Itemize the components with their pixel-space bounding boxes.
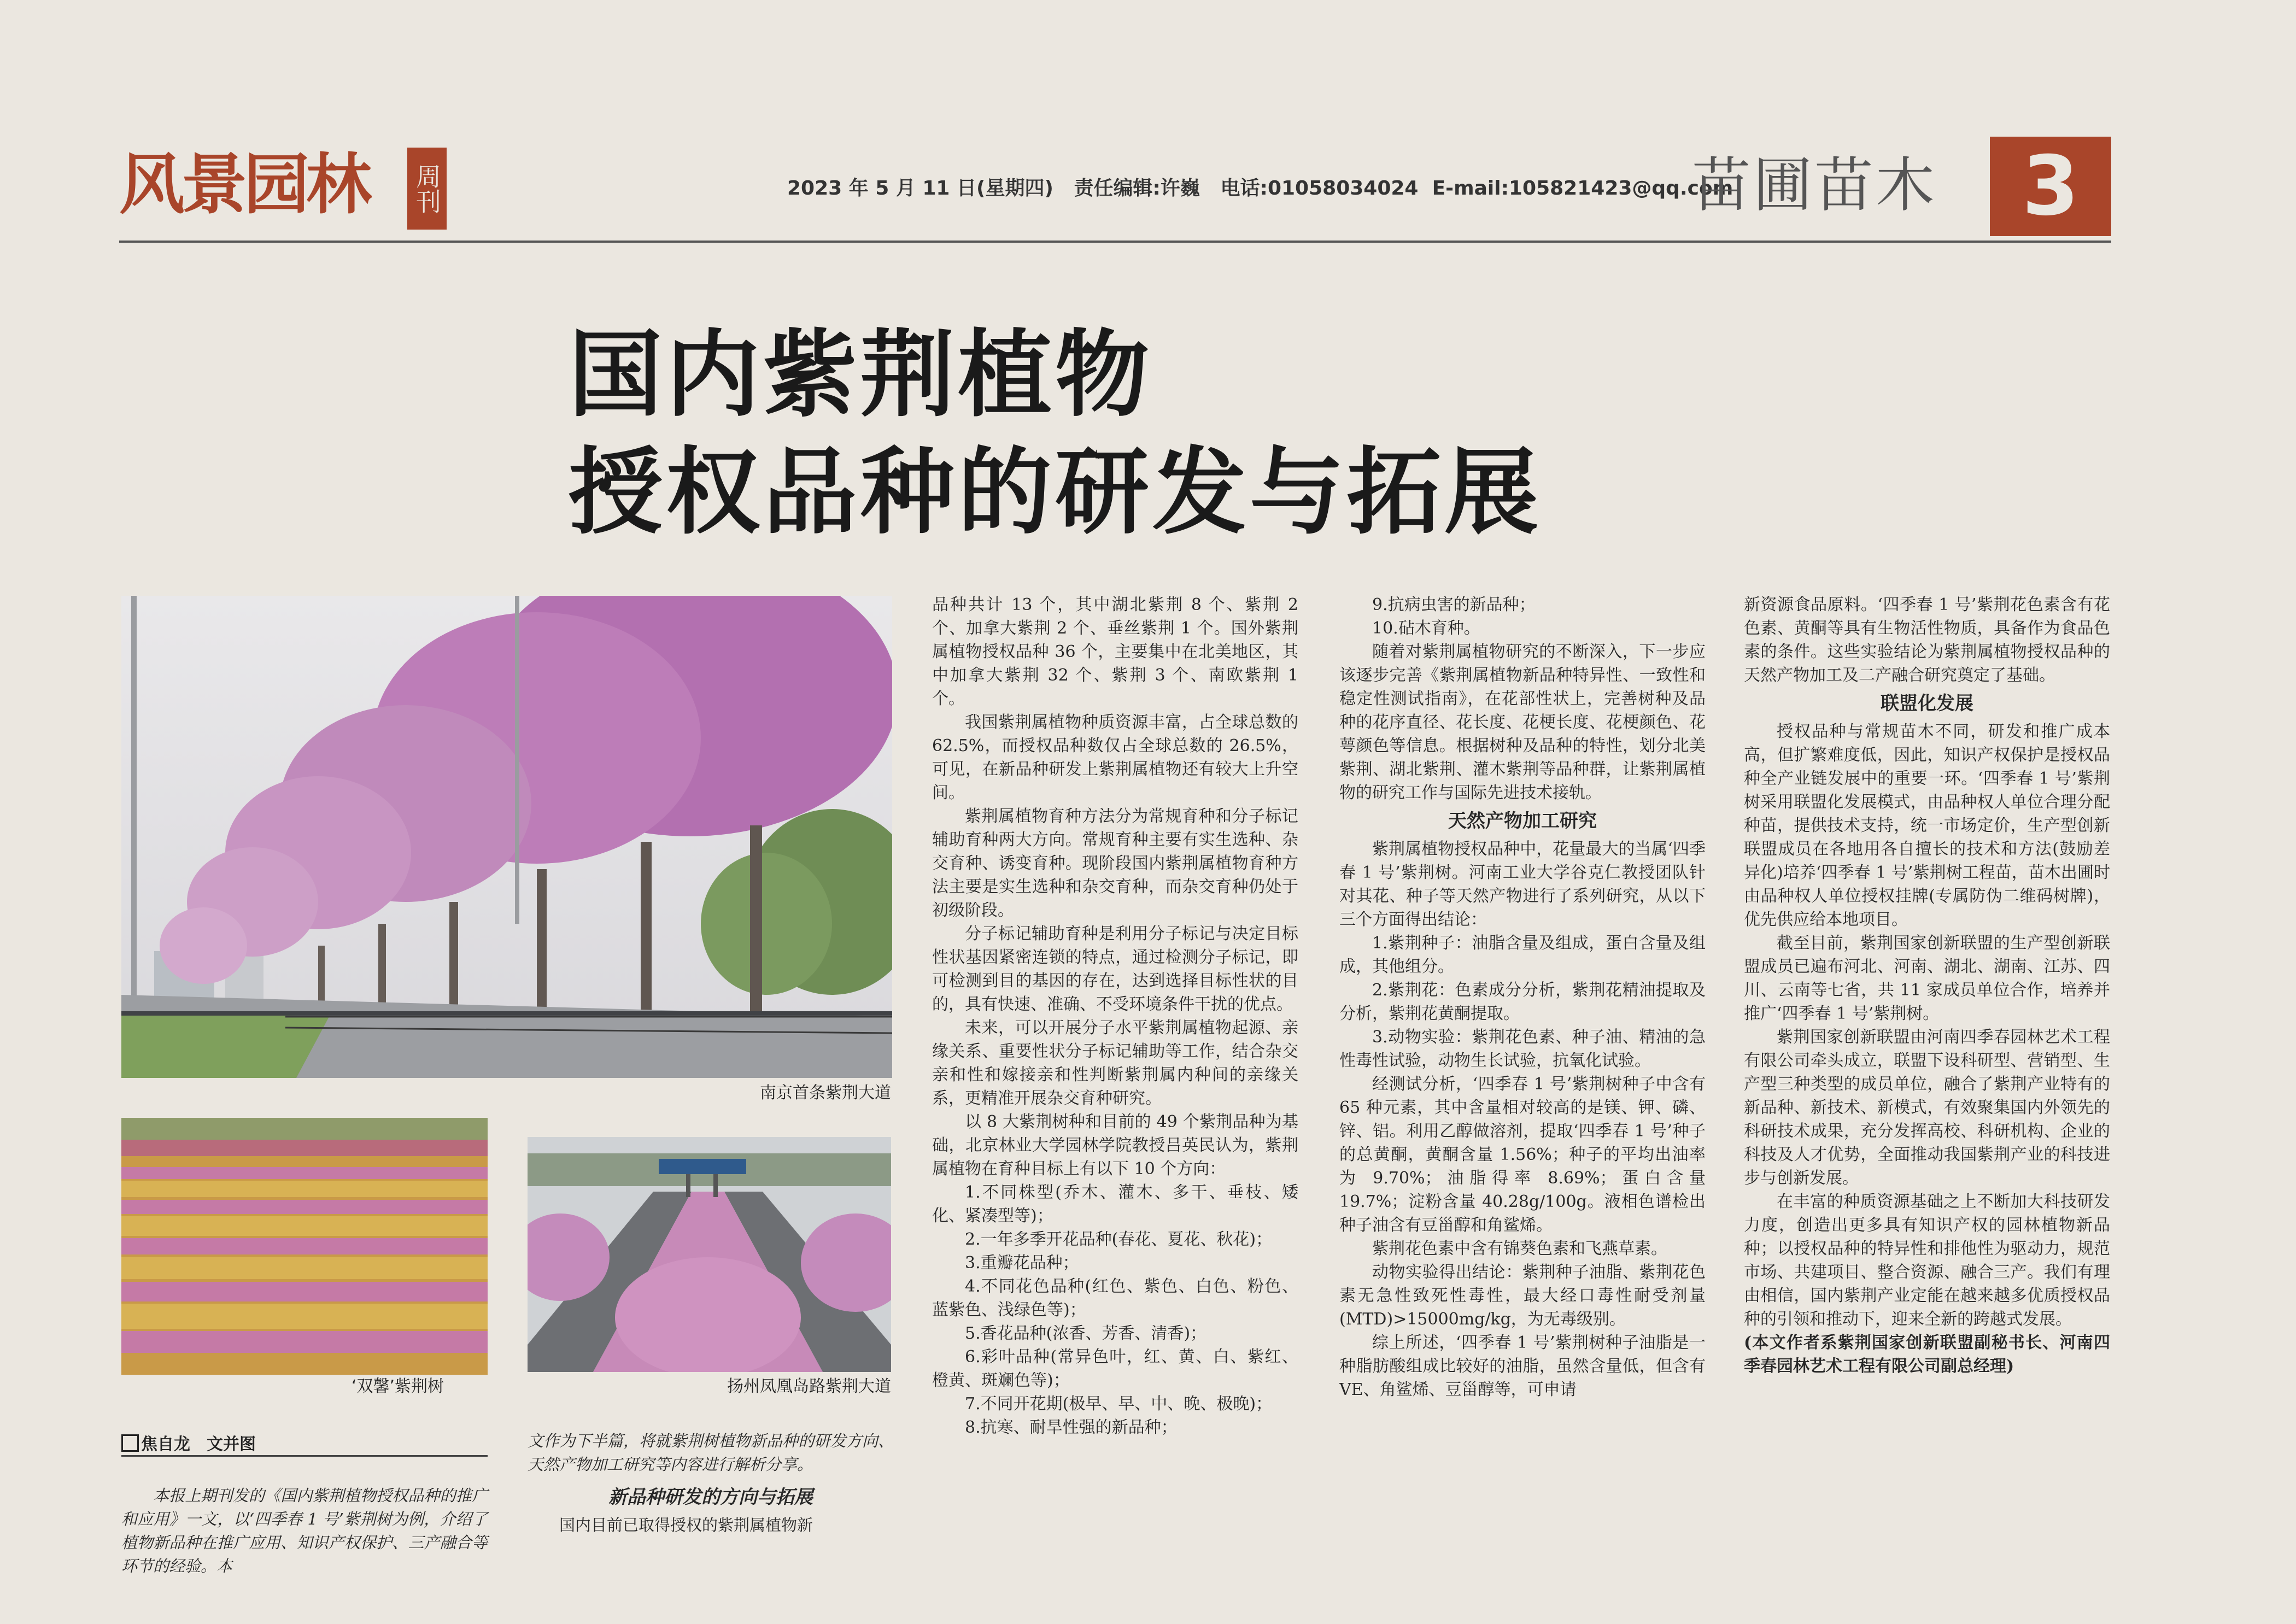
photo-shuangxin-field [121, 1118, 488, 1375]
section-name: 苗圃苗木 [1692, 151, 1937, 220]
issue-date: 2023 年 5 月 11 日(星期四) [787, 177, 1053, 200]
col3-list-item: 6.彩叶品种(常异色叶，红、黄、白、紫红、橙黄、斑斓色等)； [932, 1347, 1298, 1390]
intro-paragraph-2: 文作为下半篇，将就紫荆树植物新品种的研发方向、天然产物加工研究等内容进行解析分享。 [528, 1432, 894, 1474]
col5-paragraph: 新资源食品原料。‘四季春 1 号’紫荆花色素含有花色素、黄酮等具有生物活性物质，具备作为食品色素的条件。这些实验结论为紫荆属植物授权品种的天然产物加工及二产融合研究奠定了基础。 [1744, 595, 2110, 685]
col3-list-item: 3.重瓣花品种； [965, 1253, 1079, 1273]
col3-paragraph: 紫荆属植物育种方法分为常规育种和分子标记辅助育种两大方向。常规育种主要有实生选种、杂交育种、诱变育种。现阶段国内紫荆属植物育种方法主要是实生选种和杂交育种，而杂交育种仍处于初级阶段。 [932, 807, 1298, 920]
intro-column-1 [121, 1484, 488, 1578]
col3-paragraph: 我国紫荆属植物种质资源丰富，占全球总数的 62.5%，而授权品种数仅占全球总数的 26.5%，可见，在新品种研发上紫荆属植物还有较大上升空间。 [932, 713, 1298, 802]
photo-yangzhou-road [528, 1137, 891, 1372]
col4-paragraph: 动物实验得出结论：紫荆种子油脂、紫荆花色素无急性致死性毒性，最大经口毒性耐受剂量(MTD)>15000mg/kg，为无毒级别。 [1339, 1263, 1706, 1329]
col4-paragraph: 综上所述，‘四季春 1 号’紫荆树种子油脂是一种脂肪酸组成比较好的油脂，虽然含量低，但含有 VE、角鲨烯、豆甾醇等，可申请 [1339, 1333, 1706, 1399]
issue-phone: 电话:01058034024 [1220, 177, 1419, 200]
page-number: 3 [1990, 137, 2111, 236]
col4-paragraph: 经测试分析，‘四季春 1 号’紫荆树种子中含有 65 种元素，其中含量相对较高的是镁、钾、磷、锌、铝。利用乙醇做溶剂，提取‘四季春 1 号’种子的总黄酮，黄酮含量 1.56%；种子的平均出油率为 9.70%；油脂得率 8.69%；蛋白含量 19.7%；淀粉含量 40.28g/100g。液相色谱检出种子油含有豆甾醇和角鲨烯。 [1339, 1075, 1706, 1235]
section-heading-alliance: 联盟化发展 [1881, 693, 1973, 714]
logo-weekly-tag: 周刊 [407, 148, 447, 230]
col2-last-paragraph: 国内目前已取得授权的紫荆属植物新 [559, 1516, 813, 1534]
article-column-4 [1339, 593, 1706, 1402]
col3-list-item: 7.不同开花期(极早、早、中、晚、极晚)； [965, 1394, 1273, 1414]
col4-paragraph: 紫荆属植物授权品种中，花量最大的当属‘四季春 1 号’紫荆树。河南工业大学谷克仁教授团队针对其花、种子等天然产物进行了系列研究，从以下三个方面得出结论： [1339, 840, 1706, 929]
caption-field-photo: ‘双馨’紫荆树 [351, 1377, 444, 1396]
col3-list-item: 8.抗寒、耐旱性强的新品种； [965, 1418, 1178, 1437]
intro-column-2 [528, 1429, 894, 1537]
caption-main-photo: 南京首条紫荆大道 [760, 1083, 891, 1103]
author-note: (本文作者系紫荆国家创新联盟副秘书长、河南四季春园林艺术工程有限公司副总经理) [1744, 1333, 2110, 1376]
col4-list-item: 9.抗病虫害的新品种； [1372, 595, 1536, 614]
col4-paragraph: 3.动物实验：紫荆花色素、种子油、精油的急性毒性试验，动物生长试验，抗氧化试验。 [1339, 1028, 1706, 1070]
section-heading-research: 新品种研发的方向与拓展 [608, 1486, 813, 1508]
col3-list-item: 1.不同株型(乔木、灌木、多干、垂枝、矮化、紧凑型等)； [932, 1183, 1298, 1226]
col5-paragraph: 在丰富的种质资源基础之上不断加大科技研发力度，创造出更多具有知识产权的园林植物新品种；以授权品种的特异性和排他性为驱动力，规范市场、共建项目、整合资源、融合三产。我们有理由相信，国内紫荆产业定能在越来越多优质授权品种的引领和推动下，迎来全新的跨越式发展。 [1744, 1192, 2110, 1329]
col3-paragraph: 未来，可以开展分子水平紫荆属植物起源、亲缘关系、重要性状分子标记辅助等工作，结合杂交亲和性和嫁接亲和性判断紫荆属内种间的亲缘关系，更精准开展杂交育种研究。 [932, 1018, 1298, 1108]
col5-paragraph: 授权品种与常规苗木不同，研发和推广成本高，但扩繁难度低，因此，知识产权保护是授权品种全产业链发展中的重要一环。‘四季春 1 号’紫荆树采用联盟化发展模式，由品种权人单位合理分配种苗，提供技术支持，统一市场定价，生产型创新联盟成员在各地用各自擅长的技术和方法(鼓励差异化)培养‘四季春 1 号’紫荆树工程苗，苗木出圃时由品种权人单位授权挂牌(专属防伪二维码树牌)，优先供应给本地项目。 [1744, 722, 2110, 929]
col5-paragraph: 紫荆国家创新联盟由河南四季春园林艺术工程有限公司牵头成立，联盟下设科研型、营销型、生产型三种类型的成员单位，融合了紫荆产业特有的新品种、新技术、新模式，有效聚集国内外领先的科研技术成果，充分发挥高校、科研机构、企业的科技及人才优势，全面推动我国紫荆产业的科技进步与创新发展。 [1744, 1028, 2110, 1188]
col3-paragraph: 以 8 大紫荆树种和目前的 49 个紫荆品种为基础，北京林业大学园林学院教授吕英民认为，紫荆属植物在育种目标上有以下 10 个方向： [932, 1112, 1298, 1179]
issue-info [787, 172, 1733, 205]
col3-list-item: 4.不同花色品种(红色、紫色、白色、粉色、蓝紫色、浅绿色等)； [932, 1277, 1298, 1320]
intro-paragraph-1: 本报上期刊发的《国内紫荆植物授权品种的推广和应用》一文，以‘四季春 1 号’紫荆树为例，介绍了植物新品种在推广应用、知识产权保护、三产融合等环节的经验。本 [121, 1486, 488, 1575]
col3-paragraph: 分子标记辅助育种是利用分子标记与决定目标性状基因紧密连锁的特点，通过检测分子标记，即可检测到目的基因的存在，达到选择目标性状的目的，具有快速、准确、不受环境条件干扰的优点。 [932, 924, 1298, 1014]
byline: 焦自龙 文并图 [121, 1432, 340, 1457]
col4-paragraph: 1.紫荆种子：油脂含量及组成，蛋白含量及组成，其他组分。 [1339, 934, 1706, 976]
col4-list-item: 10.砧木育种。 [1372, 619, 1480, 638]
col4-paragraph: 随着对紫荆属植物研究的不断深入，下一步应该逐步完善《紫荆属植物新品种特异性、一致性和稳定性测试指南》，在花部性状上，完善树种及品种的花序直径、花长度、花梗长度、花梗颜色、花萼颜色等信息。根据树种及品种的特性，划分北美紫荆、湖北紫荆、灌木紫荆等品种群，让紫荆属植物的研究工作与国际先进技术接轨。 [1339, 642, 1706, 802]
col4-paragraph: 紫荆花色素中含有锦葵色素和飞燕草素。 [1372, 1239, 1667, 1258]
header-rule [119, 241, 2111, 243]
col5-paragraph: 截至目前，紫荆国家创新联盟的生产型创新联盟成员已遍布河北、河南、湖北、湖南、江苏、四川、云南等七省，共 11 家成员单位合作，培养并推广‘四季春 1 号’紫荆树。 [1744, 934, 2110, 1023]
issue-email: E-mail:105821423@qq.com [1432, 177, 1733, 200]
col3-paragraph: 品种共计 13 个，其中湖北紫荆 8 个、紫荆 2 个、加拿大紫荆 2 个、垂丝紫荆 1 个。国外紫荆属植物授权品种 36 个，主要集中在北美地区，其中加拿大紫荆 32 个、紫荆 3 个、南欧紫荆 1 个。 [932, 595, 1298, 708]
byline-box-icon [121, 1434, 139, 1452]
col4-paragraph: 2.紫荆花：色素成分分析，紫荆花精油提取及分析，紫荆花黄酮提取。 [1339, 981, 1706, 1023]
article-column-5 [1744, 593, 2110, 1378]
section-heading-natural-products: 天然产物加工研究 [1448, 810, 1597, 832]
byline-rule [121, 1455, 488, 1457]
photo-redbud-avenue [121, 596, 892, 1078]
headline-line-1: 国内紫荆植物 [569, 319, 1152, 430]
col3-list-item: 2.一年多季开花品种(春花、夏花、秋花)； [965, 1230, 1273, 1249]
newspaper-logo: 风景园林 [119, 146, 368, 223]
article-column-3 [932, 593, 1298, 1439]
col3-list-item: 5.香花品种(浓香、芳香、清香)； [965, 1324, 1207, 1343]
caption-road-photo: 扬州凤凰岛路紫荆大道 [727, 1377, 891, 1396]
headline-line-2: 授权品种的研发与拓展 [569, 436, 1542, 547]
issue-editor: 责任编辑:许巍 [1074, 177, 1200, 200]
